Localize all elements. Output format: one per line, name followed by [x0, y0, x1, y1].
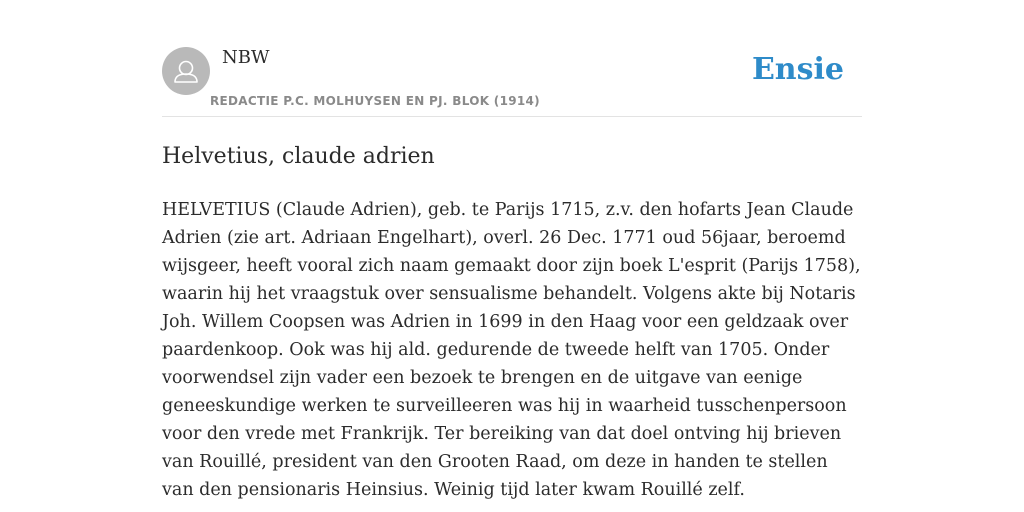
header: [162, 0, 862, 117]
author-name[interactable]: NBW: [222, 47, 270, 68]
author-subtitle: REDACTIE P.C. MOLHUYSEN EN PJ. BLOK (1914): [210, 94, 540, 108]
author-avatar[interactable]: [162, 47, 210, 95]
page-container: [162, 0, 862, 504]
ensie-logo[interactable]: Ensie: [751, 52, 844, 87]
article-title: Helvetius, claude adrien: [162, 144, 435, 169]
user-icon: [162, 47, 210, 95]
article-body: HELVETIUS (Claude Adrien), geb. te Parijs 1715, z.v. den hofarts Jean Claude Adrien (zie art. Adriaan Engelhart), overl. 26 Dec. 1771 oud 56jaar, beroemd wijsgeer, heeft vooral zich naam gemaakt door zijn boek L'esprit (Parijs 1758), waarin hij het vraagstuk over sensualisme behandelt. Volgens akte bij Notaris Joh. Willem Coopsen was Adrien in 1699 in den Haag voor een geldzaak over paardenkoop. Ook was hij ald. gedurende de tweede helft van 1705. Onder voorwendsel zijn vader een bezoek te brengen en de uitgave van eenige geneeskundige werken te surveilleeren was hij in waarheid tusschenpersoon voor den vrede met Frankrijk. Ter bereiking van dat doel ontving hij brieven van Rouillé, president van den Grooten Raad, om deze in handen te stellen van den pensionaris Heinsius. Weinig tijd later kwam Rouillé zelf.: [162, 200, 861, 500]
